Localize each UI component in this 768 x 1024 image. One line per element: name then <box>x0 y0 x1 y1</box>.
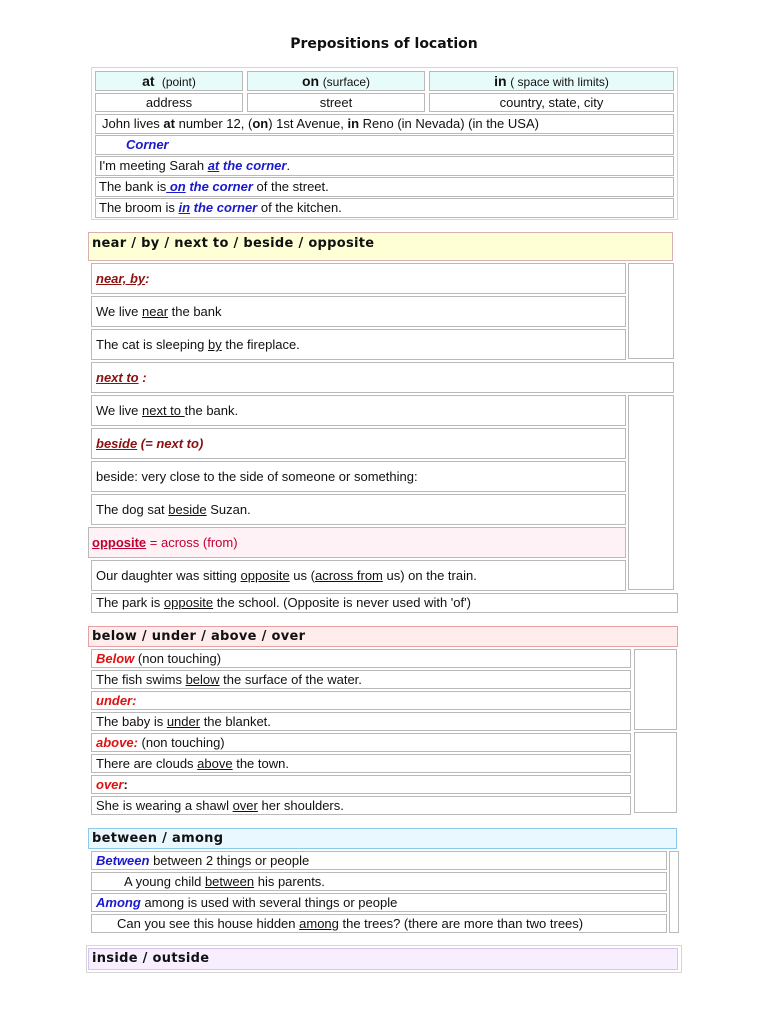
page-title: Prepositions of location <box>290 36 478 52</box>
between-label: Between between 2 things or people <box>91 851 667 870</box>
under-label: under: <box>91 691 631 710</box>
corner-example-in: The broom is in the corner of the kitchen. <box>95 198 674 218</box>
beside-label: beside (= next to) <box>91 428 626 459</box>
side-box <box>628 395 674 590</box>
at-use-address: address <box>95 93 243 112</box>
opposite-label: opposite = across (from) <box>88 527 626 558</box>
above-label: above: (non touching) <box>91 733 631 752</box>
side-box <box>669 851 679 933</box>
below-label: Below (non touching) <box>91 649 631 668</box>
among-example: Can you see this house hidden among the trees? (there are more than two trees) <box>91 914 667 933</box>
side-box <box>634 649 677 730</box>
side-box <box>628 263 674 359</box>
under-example: The baby is under the blanket. <box>91 712 631 731</box>
side-box <box>634 732 677 813</box>
beside-definition: beside: very close to the side of someone or something: <box>91 461 626 492</box>
above-example: There are clouds above the town. <box>91 754 631 773</box>
next-to-label: next to : <box>91 362 674 393</box>
near-by-label: near, by: <box>91 263 626 294</box>
between-example: A young child between his parents. <box>91 872 667 891</box>
below-example: The fish swims below the surface of the water. <box>91 670 631 689</box>
over-label: over: <box>91 775 631 794</box>
section-header-near-by: near / by / next to / beside / opposite <box>88 232 673 261</box>
beside-example: The dog sat beside Suzan. <box>91 494 626 525</box>
section-header-below-under: below / under / above / over <box>88 626 678 647</box>
opposite-example: Our daughter was sitting opposite us (across from us) on the train. <box>91 560 626 591</box>
near-example: We live near the bank <box>91 296 626 327</box>
section-header-inside-outside: inside / outside <box>88 948 678 970</box>
park-example: The park is opposite the school. (Opposite is never used with 'of') <box>91 593 678 613</box>
corner-label: Corner <box>95 135 674 155</box>
in-use-country: country, state, city <box>429 93 674 112</box>
header-in: in ( space with limits) <box>429 71 674 91</box>
corner-example-at: I'm meeting Sarah at the corner. <box>95 156 674 176</box>
section-header-between-among: between / among <box>88 828 677 849</box>
over-example: She is wearing a shawl over her shoulders. <box>91 796 631 815</box>
corner-example-on: The bank is on the corner of the street. <box>95 177 674 197</box>
header-on: on (surface) <box>247 71 425 91</box>
header-at: at (point) <box>95 71 243 91</box>
next-to-example: We live next to the bank. <box>91 395 626 426</box>
on-use-street: street <box>247 93 425 112</box>
among-label: Among among is used with several things or people <box>91 893 667 912</box>
john-example: John lives at number 12, (on) 1st Avenue, in Reno (in Nevada) (in the USA) <box>95 114 674 134</box>
by-example: The cat is sleeping by the fireplace. <box>91 329 626 360</box>
